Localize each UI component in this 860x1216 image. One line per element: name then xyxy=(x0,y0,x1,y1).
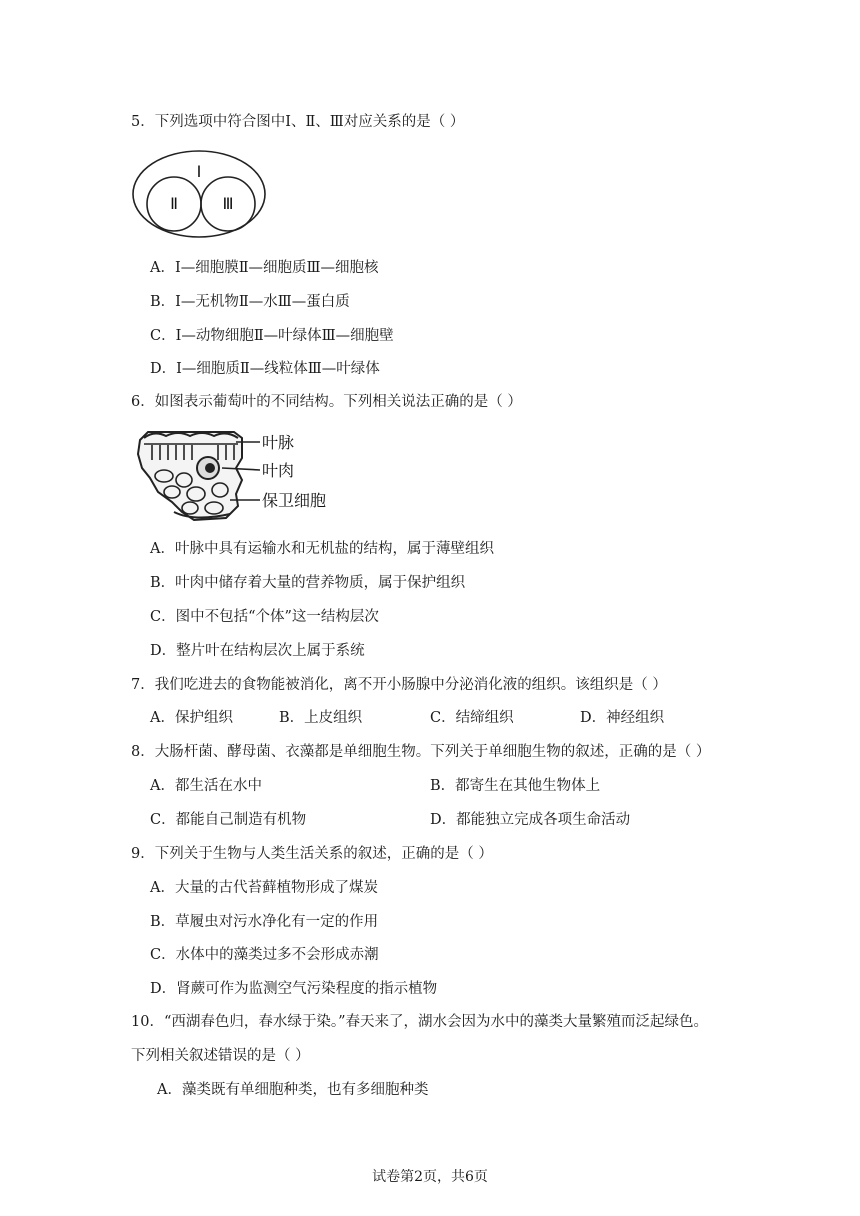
q8-stem: 8．大肠杆菌、酵母菌、衣藻都是单细胞生物。下列关于单细胞生物的叙述，正确的是（ ） xyxy=(131,744,711,760)
q5-option-d: D．Ⅰ—细胞质Ⅱ—线粒体Ⅲ—叶绿体 xyxy=(150,361,380,377)
label-guard-cell: 保卫细胞 xyxy=(262,491,327,510)
q6-stem: 6．如图表示葡萄叶的不同结构。下列相关说法正确的是（ ） xyxy=(131,394,522,410)
venn-label-ii: Ⅱ xyxy=(170,194,178,213)
q9-option-c: C．水体中的藻类过多不会形成赤潮 xyxy=(150,947,379,963)
q7-stem: 7．我们吃进去的食物能被消化，离不开小肠腺中分泌消化液的组织。该组织是（ ） xyxy=(131,677,667,693)
q7-option-c: C．结缔组织 xyxy=(430,710,514,726)
q6-option-c: C．图中不包括“个体”这一结构层次 xyxy=(150,609,379,625)
q7-option-b: B．上皮组织 xyxy=(279,710,363,726)
q5-option-b: B．Ⅰ—无机物Ⅱ—水Ⅲ—蛋白质 xyxy=(150,294,350,310)
q5-option-a: A．Ⅰ—细胞膜Ⅱ—细胞质Ⅲ—细胞核 xyxy=(150,260,379,276)
q6-leaf-cross-section-figure xyxy=(134,428,344,524)
label-leaf-vein: 叶脉 xyxy=(262,433,295,452)
q9-option-a: A．大量的古代苔藓植物形成了煤炭 xyxy=(150,880,378,896)
q9-stem: 9．下列关于生物与人类生活关系的叙述，正确的是（ ） xyxy=(131,846,493,862)
q6-option-d: D．整片叶在结构层次上属于系统 xyxy=(150,643,365,659)
q9-option-b: B．草履虫对污水净化有一定的作用 xyxy=(150,914,379,930)
q5-stem: 5．下列选项中符合图中Ⅰ、Ⅱ、Ⅲ对应关系的是（ ） xyxy=(131,114,465,130)
venn-label-i: Ⅰ xyxy=(196,162,202,181)
q10-stem-line1: 10．“西湖春色归，春水绿于染。”春天来了，湖水会因为水中的藻类大量繁殖而泛起绿色。 xyxy=(131,1014,709,1030)
venn-label-iii: Ⅲ xyxy=(222,194,234,213)
q10-stem-line2: 下列相关叙述错误的是（ ） xyxy=(131,1048,310,1064)
q7-option-d: D．神经组织 xyxy=(580,710,665,726)
page-footer: 试卷第2页，共6页 xyxy=(372,1169,488,1185)
q7-option-a: A．保护组织 xyxy=(150,710,233,726)
label-mesophyll: 叶肉 xyxy=(262,461,295,480)
q6-option-b: B．叶肉中储存着大量的营养物质，属于保护组织 xyxy=(150,575,466,591)
q6-option-a: A．叶脉中具有运输水和无机盐的结构，属于薄壁组织 xyxy=(150,541,494,557)
q8-option-c: C．都能自己制造有机物 xyxy=(150,812,307,828)
q9-option-d: D．肾蕨可作为监测空气污染程度的指示植物 xyxy=(150,981,438,997)
q8-option-b: B．都寄生在其他生物体上 xyxy=(430,778,601,794)
q8-option-a: A．都生活在水中 xyxy=(150,778,262,794)
q5-option-c: C．Ⅰ—动物细胞Ⅱ—叶绿体Ⅲ—细胞壁 xyxy=(150,328,394,344)
q8-option-d: D．都能独立完成各项生命活动 xyxy=(430,812,631,828)
q10-option-a: A．藻类既有单细胞种类，也有多细胞种类 xyxy=(157,1082,429,1098)
q5-venn-diagram xyxy=(131,148,267,240)
